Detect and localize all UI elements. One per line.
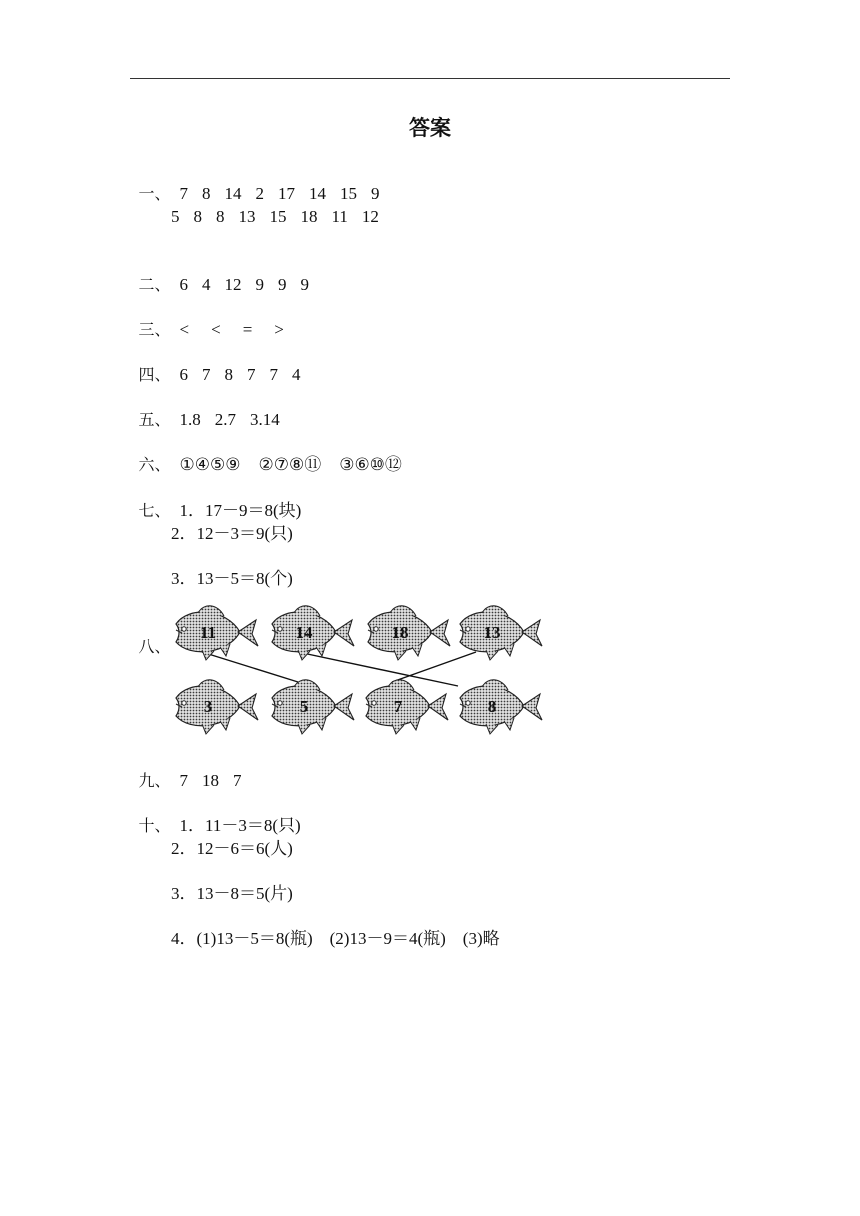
answer-group: ①④⑤⑨ <box>179 455 241 474</box>
match-line <box>202 652 298 682</box>
fish-number: 5 <box>299 697 309 716</box>
answer-value: 9 <box>255 275 264 294</box>
answer-value: 9 <box>300 275 309 294</box>
section-7-line-3: 3．13－5＝8(个) <box>171 569 293 588</box>
comparison-sign: < <box>179 320 190 339</box>
fish-icon <box>460 680 542 734</box>
section-label: 六、 <box>138 455 171 474</box>
match-line <box>392 652 476 682</box>
answer-value: 4 <box>202 275 211 294</box>
answer-value: 13 <box>238 207 256 226</box>
answer-value: 17 <box>278 184 295 203</box>
answer-value: 1.8 <box>179 410 201 429</box>
fish-number: 8 <box>487 697 497 716</box>
fish-icon <box>368 606 450 660</box>
fish-number: 11 <box>199 623 217 642</box>
fish-number: 18 <box>391 623 409 642</box>
answer-value: 7 <box>247 365 256 384</box>
section-label: 三、 <box>138 320 171 339</box>
section-7-line-1: 1．17－9＝8(块) <box>179 501 302 520</box>
fish-number: 3 <box>203 697 213 716</box>
answer-value: 8 <box>202 184 211 203</box>
section-10-line-2: 2．12－6＝6(人) <box>171 839 293 858</box>
answer-group: ③⑥⑩⑫ <box>339 455 402 474</box>
answer-value: 8 <box>224 365 233 384</box>
section-9-items <box>180 771 256 790</box>
fish-icon <box>460 606 542 660</box>
fish-number: 13 <box>483 623 501 642</box>
answer-value: 15 <box>269 207 287 226</box>
fish-number: 14 <box>295 623 313 642</box>
answer-value: 2.7 <box>214 410 236 429</box>
comparison-sign: > <box>274 320 284 339</box>
answer-value: 11 <box>331 207 348 226</box>
comparison-sign: = <box>242 320 253 339</box>
answer-value: 2 <box>255 184 264 203</box>
answer-value: 12 <box>224 275 242 294</box>
section-label: 二、 <box>138 275 171 294</box>
answer-value: 5 <box>171 207 180 226</box>
section-9 <box>130 748 256 792</box>
answer-value: 12 <box>361 207 379 226</box>
answer-value: 14 <box>224 184 242 203</box>
section-label: 七、 <box>138 501 171 520</box>
answer-value: 8 <box>216 207 225 226</box>
comparison-sign: < <box>211 320 221 339</box>
section-label: 一、 <box>138 184 171 203</box>
fish-layer <box>176 606 542 734</box>
fish-icon <box>366 680 448 734</box>
answer-value: 7 <box>269 365 278 384</box>
answer-group: ②⑦⑧⑪ <box>258 455 322 474</box>
section-10 <box>130 793 301 837</box>
answer-value: 14 <box>309 184 326 203</box>
answer-value: 9 <box>278 275 287 294</box>
answer-value: 6 <box>179 365 188 384</box>
answer-value: 7 <box>179 184 188 203</box>
fish-icon <box>176 680 258 734</box>
fish-icon <box>176 606 258 660</box>
section-label: 四、 <box>138 365 171 384</box>
section-10-line-4: 4．(1)13－5＝8(瓶) (2)13－9＝4(瓶) (3)略 <box>171 929 500 948</box>
answer-value: 18 <box>202 771 219 790</box>
answer-value: 4 <box>292 365 301 384</box>
answer-value: 8 <box>193 207 202 226</box>
fish-number: 7 <box>393 697 403 716</box>
answer-value: 18 <box>300 207 318 226</box>
answer-value: 6 <box>179 275 188 294</box>
answer-value: 7 <box>179 771 188 790</box>
answer-value: 7 <box>233 771 242 790</box>
fish-icon <box>272 606 354 660</box>
section-label: 九、 <box>138 771 171 790</box>
match-lines <box>202 652 476 686</box>
page-title: 答案 <box>409 116 451 140</box>
section-10-line-1: 1．11－3＝8(只) <box>179 816 301 835</box>
section-7-line-2: 2．12－3＝9(只) <box>171 524 293 543</box>
answer-value: 15 <box>340 184 357 203</box>
match-line <box>298 652 458 686</box>
section-label: 十、 <box>138 816 171 835</box>
section-label: 五、 <box>138 410 171 429</box>
fish-icon <box>272 680 354 734</box>
section-10-line-3: 3．13－8＝5(片) <box>171 884 293 903</box>
answer-value: 7 <box>202 365 211 384</box>
section-label: 八、 <box>138 637 171 656</box>
answer-value: 3.14 <box>250 410 280 429</box>
answer-value: 9 <box>371 184 380 203</box>
